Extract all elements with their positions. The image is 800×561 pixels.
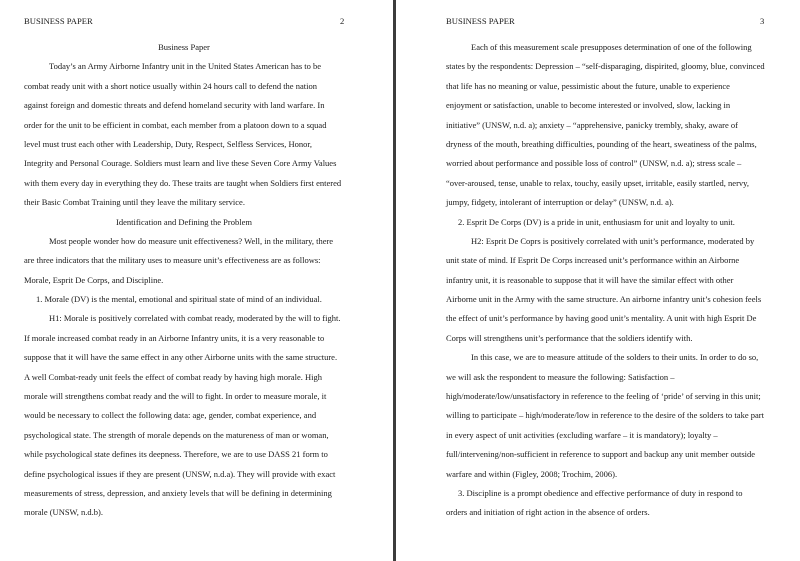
running-head: BUSINESS PAPER	[446, 16, 515, 26]
text-line: Integrity and Personal Courage. Soldiers must learn and live these Seven Core Army Values	[24, 158, 337, 169]
text-line: that life has no meaning or value, pessimistic about the future, unable to experience	[446, 80, 730, 91]
paragraph-start: Most people wonder how do measure unit effectiveness? Well, in the military, there	[49, 235, 334, 246]
text-line: unit state of mind. If Esprit De Corps increased unit’s performance within an Airborne	[446, 255, 740, 266]
paragraph-start: H2: Esprit De Coprs is positively correlated with unit’s performance, moderated by	[471, 235, 755, 246]
text-line: full/intervening/non-sufficient in reference to support and backup any unit member outside	[446, 449, 756, 460]
text-line: jumpy, fidgety, intolerant of interruption or delay” (UNSW, n.d. a).	[446, 197, 674, 208]
text-line: the effect of unit’s performance by having good unit’s mentality. A unit with high Esprit De	[446, 313, 757, 324]
text-line: warfare and within (Figley, 2008; Trochim, 2006).	[446, 468, 618, 479]
text-line: would be necessary to collect the following data: age, gender, combat experience, and	[24, 410, 317, 421]
text-line: suppose that it will have the same effect in any other Airborne units with the same structure.	[24, 352, 338, 363]
text-line: states by the respondents: Depression – “self-disparaging, dispirited, gloomy, blue, convinced	[446, 61, 765, 72]
section-heading: Business Paper	[158, 42, 210, 52]
page-number: 2	[340, 16, 345, 26]
section-heading: Identification and Defining the Problem	[116, 216, 252, 227]
text-line: high/moderate/low/unsatisfactory in reference to the feeling of ‘pride’ of serving in this unit;	[446, 391, 761, 402]
text-line: Corps will strengthens unit’s performance that the soldiers identify with.	[446, 332, 693, 343]
text-line: while psychological state defines its deepness. Therefore, we are to use DASS 21 form to	[24, 449, 328, 460]
text-line: we will ask the respondent to measure the following: Satisfaction –	[446, 371, 675, 382]
paragraph-start: In this case, we are to measure attitude of the solders to their units. In order to do so,	[471, 352, 759, 363]
text-line: their Basic Combat Training until they leave the military service.	[24, 197, 245, 208]
paragraph-start: Each of this measurement scale presupposes determination of one of the following	[471, 42, 752, 52]
paragraph-start: Today’s an Army Airborne Infantry unit in the United States American has to be	[49, 61, 322, 72]
text-line: morale will strengthens combat ready and the will to fight. In order to measure morale, it	[24, 391, 327, 402]
text-line: define psychological issues if they are present (UNSW, n.d.a). They will provide with exact	[24, 468, 336, 479]
text-line: dryness of the mouth, breathing difficulties, pounding of the heart, sweatiness of the palms,	[446, 138, 757, 149]
text-line: with them every day in everything they do. These traits are taught when Soldiers first entered	[24, 177, 342, 188]
text-line: If morale increased combat ready in an Airborne Infantry units, it is a very reasonable to	[24, 332, 325, 343]
text-line: Morale, Esprit De Corps, and Discipline.	[24, 274, 164, 285]
list-item: 1. Morale (DV) is the mental, emotional and spiritual state of mind of an individual.	[36, 294, 322, 305]
text-line: infantry unit, it is reasonable to suppose that it will have the similar effect with other	[446, 274, 734, 285]
text-line: initiative” (UNSW, n.d. a); anxiety – “apprehensive, panicky trembly, shaky, aware of	[446, 119, 738, 130]
text-line: level must trust each other with Leadership, Duty, Respect, Selfless Services, Honor,	[24, 138, 313, 149]
text-line: willing to participate – high/moderate/low in reference to the desire of the solders to take part	[446, 410, 764, 421]
text-line: A well Combat-ready unit feels the effect of combat ready by having high morale. High	[24, 371, 322, 382]
page-body	[446, 38, 764, 523]
text-line: are three indicators that the military uses to measure unit’s effectiveness are as follows:	[24, 255, 321, 266]
list-item: 2. Esprit De Corps (DV) is a pride in unit, enthusiasm for unit and loyalty to unit.	[458, 216, 735, 227]
text-line: “over-aroused, tense, unable to relax, touchy, easily upset, irritable, easily startled, nervy,	[446, 177, 749, 188]
paragraph-start: H1: Morale is positively correlated with combat ready, moderated by the will to fight.	[49, 313, 341, 324]
text-line: orders and initiation of right action in the absence of orders.	[446, 507, 650, 518]
text-line: measurements of stress, depression, and anxiety levels that will be defining in determining	[24, 487, 332, 498]
page-2	[0, 0, 393, 561]
page-3	[396, 0, 800, 561]
page-number: 3	[760, 16, 765, 26]
text-line: order for the unit to be efficient in combat, each member from a platoon down to a squad	[24, 119, 327, 130]
text-line: enjoyment or satisfaction, unable to become interested or involved, slow, lacking in	[446, 100, 731, 111]
text-line: psychological state. The strength of morale depends on the matureness of man or woman,	[24, 429, 329, 440]
text-line: in every aspect of unit activities (excluding warfare – it is mandatory); loyalty –	[446, 429, 718, 440]
text-line: against foreign and domestic threats and defend homeland security with land warfare. In	[24, 100, 325, 111]
text-line: morale (UNSW, n.d.b).	[24, 507, 104, 518]
text-line: Airborne unit in the Army with the same structure. An airborne infantry unit’s cohesion feels	[446, 294, 762, 305]
page-body	[24, 38, 344, 523]
text-line: worried about performance and possible loss of control” (UNSW, n.d. a); stress scale –	[446, 158, 742, 169]
list-item: 3. Discipline is a prompt obedience and effective performance of duty in respond to	[458, 487, 743, 498]
text-line: combat ready unit with a short notice usually within 24 hours call to defend the nation	[24, 80, 317, 91]
running-head: BUSINESS PAPER	[24, 16, 93, 26]
